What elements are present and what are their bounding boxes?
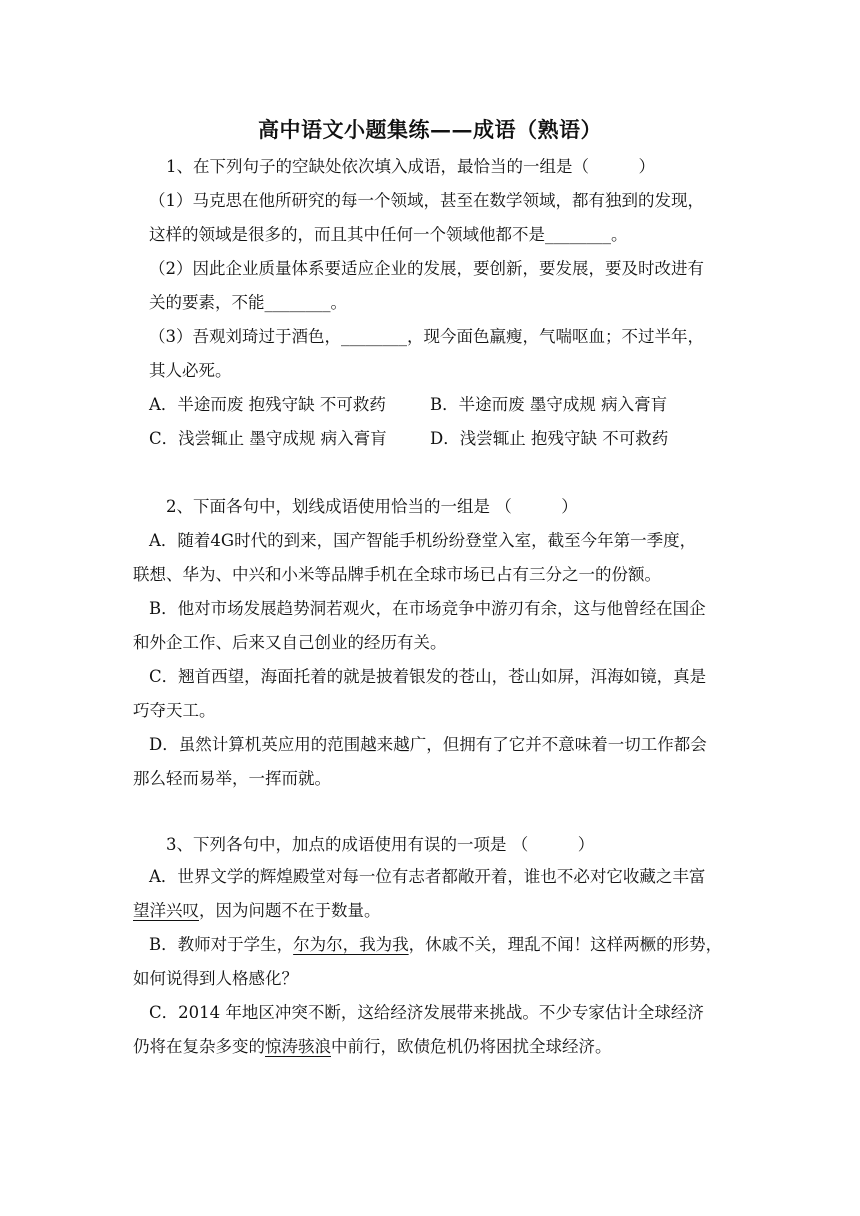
q3-option-c-text-after: 中前行，欧债危机仍将困扰全球经济。 — [331, 1037, 612, 1056]
q3-option-b-line-2: 如何说得到人格感化？ — [133, 969, 298, 988]
q3-option-a-underlined-idiom: 望洋兴叹 — [133, 901, 199, 920]
q1-option-d: D．浅尝辄止 抱残守缺 不可救药 — [430, 429, 669, 448]
q2-option-d-line-2: 那么轻而易举，一挥而就。 — [133, 769, 331, 788]
q2-option-c-line-2: 巧夺天工。 — [133, 701, 216, 720]
q3-option-a-line-2 — [133, 900, 381, 922]
q1-option-c: C．浅尝辄止 墨守成规 病入膏肓 — [149, 429, 387, 448]
q3-option-b-text-after: ，休戚不关，理乱不闻！这样两橛的形势， — [408, 935, 723, 954]
q1-sentence-2-line-1: （2）因此企业质量体系要适应企业的发展，要创新，要发展，要及时改进有 — [149, 259, 704, 278]
q2-option-c-line-1: C．翘首西望，海面托着的就是披着银发的苍山，苍山如屏，洱海如镜，真是 — [149, 667, 707, 686]
q2-option-d-line-1: D．虽然计算机英应用的范围越来越广，但拥有了它并不意味着一切工作都会 — [149, 735, 707, 754]
q3-option-a-line-2-text: ，因为问题不在于数量。 — [199, 901, 381, 920]
q3-stem: 3、下列各句中，加点的成语使用有误的一项是 （ ） — [166, 835, 595, 854]
q3-option-a-line-1: A．世界文学的辉煌殿堂对每一位有志者都敞开着，谁也不必对它收藏之丰富 — [149, 867, 706, 886]
q1-sentence-1-line-1: （1）马克思在他所研究的每一个领域，甚至在数学领域，都有独到的发现， — [149, 191, 704, 210]
q1-stem: 1、在下列句子的空缺处依次填入成语，最恰当的一组是（ ） — [166, 157, 655, 176]
q3-option-c-line-1: C．2014 年地区冲突不断，这给经济发展带来挑战。不少专家估计全球经济 — [149, 1003, 704, 1022]
q1-option-a: A．半途而废 抱残守缺 不可救药 — [149, 395, 386, 414]
q2-option-a-line-2: 联想、华为、中兴和小米等品牌手机在全球市场已占有三分之一的份额。 — [133, 565, 661, 584]
q2-option-a-line-1: A．随着4G时代的到来，国产智能手机纷纷登堂入室，截至今年第一季度， — [149, 531, 697, 550]
q3-option-c-line-2 — [133, 1036, 612, 1058]
q1-sentence-3-line-1: （3）吾观刘琦过于酒色，________，现今面色羸瘦，气喘呕血；不过半年， — [149, 327, 704, 346]
q2-option-b-line-2: 和外企工作、后来又自己创业的经历有关。 — [133, 633, 447, 652]
q3-option-b-underlined-idiom: 尔为尔，我为我 — [293, 935, 409, 954]
document-title: 高中语文小题集练——成语（熟语） — [258, 117, 602, 142]
q1-option-b: B．半途而废 墨守成规 病入膏肓 — [430, 395, 668, 414]
q1-sentence-2-line-2: 关的要素，不能________。 — [149, 293, 347, 312]
q2-stem: 2、下面各句中，划线成语使用恰当的一组是 （ ） — [166, 497, 578, 516]
q3-option-c-underlined-idiom: 惊涛骇浪 — [265, 1037, 331, 1056]
q2-option-b-line-1: B．他对市场发展趋势洞若观火，在市场竞争中游刃有余，这与他曾经在国企 — [149, 599, 706, 618]
q3-option-c-text-before: 仍将在复杂多变的 — [133, 1037, 265, 1056]
q3-option-b-line-1 — [149, 934, 722, 956]
q1-sentence-1-line-2: 这样的领域是很多的，而且其中任何一个领域他都不是________。 — [149, 225, 628, 244]
q1-sentence-3-line-2: 其人必死。 — [149, 361, 232, 380]
q3-option-b-text-before: B．教师对于学生， — [149, 935, 294, 954]
